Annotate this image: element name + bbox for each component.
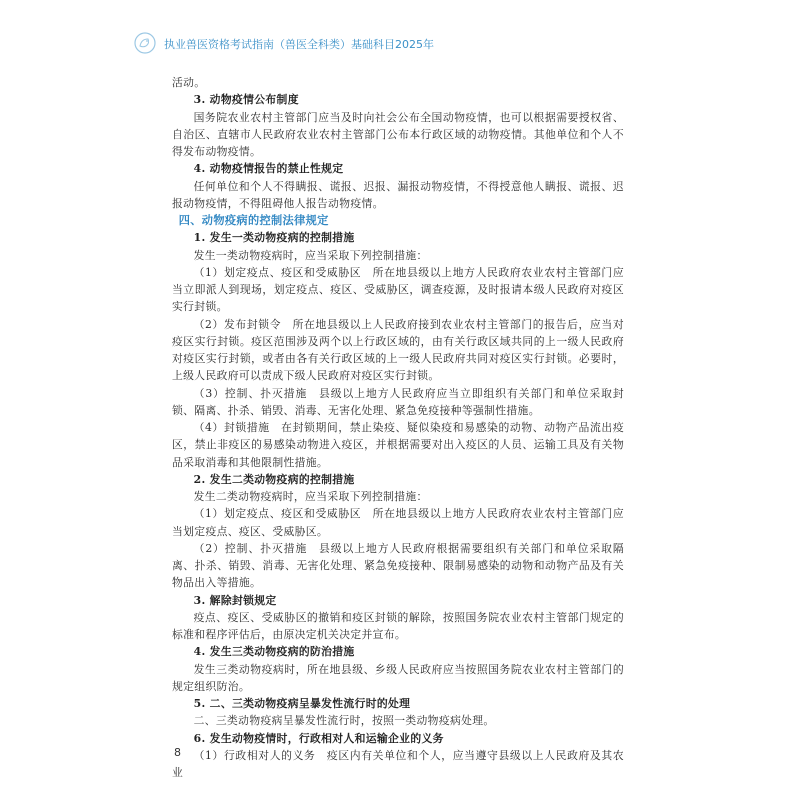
subheading: 1. 发生一类动物疫病的控制措施 [193,231,355,245]
subheading: 3. 动物疫情公布制度 [193,93,299,107]
subheading: 6. 发生动物疫情时，行政相对人和运输企业的义务 [193,731,444,745]
page-number: 8 [174,746,181,759]
subheading: 2. 发生二类动物疫病的控制措施 [193,472,355,486]
body-paragraph: 二、三类动物疫病呈暴发性流行时，按照一类动物疫病处理。 [193,714,495,728]
section-heading: 四、动物疫病的控制法律规定 [178,214,329,227]
subheading: 3. 解除封锁规定 [193,593,277,607]
body-paragraph: （1）划定疫点、疫区和受威胁区 所在地县级以上地方人民政府农业农村主管部门应当立即派人到现场，划定疫点、疫区、受威胁区，调查疫源，及时报请本级人民政府对疫区实行封锁。 [172,265,624,314]
body-paragraph: 任何单位和个人不得瞒报、谎报、迟报、漏报动物疫情，不得授意他人瞒报、谎报、迟报动物疫情，不得阻碍他人报告动物疫情。 [172,179,624,210]
body-paragraph: （1）行政相对人的义务 疫区内有关单位和个人，应当遵守县级以上人民政府及其农业 [172,748,624,779]
body-paragraph: 发生二类动物疫病时，应当采取下列控制措施： [193,490,428,503]
body-paragraph: 发生一类动物疫病时，应当采取下列控制措施： [193,248,428,262]
body-paragraph: 国务院农业农村主管部门应当及时向社会公布全国动物疫情，也可以根据需要授权省、自治区、直辖市人民政府农业农村主管部门公布本行政区域的动物疫情。其他单位和个人不得发布动物疫情。 [172,110,624,158]
body-paragraph: 发生三类动物疫病时，所在地县级、乡级人民政府应当按照国务院农业农村主管部门的规定组织防治。 [172,662,624,693]
body-paragraph: （2）控制、扑灭措施 县级以上地方人民政府根据需要组织有关部门和单位采取隔离、扑杀、销毁、消毒、无害化处理、紧急免疫接种、限制易感染的动物和动物产品及有关物品出入等措施。 [172,541,624,590]
animal-logo-icon [134,32,156,54]
subheading: 5. 二、三类动物疫病呈暴发性流行时的处理 [193,697,411,710]
subheading: 4. 发生三类动物疫病的防治措施 [193,645,355,659]
page-header [134,32,654,56]
body-paragraph: （4）封锁措施 在封锁期间，禁止染疫、疑似染疫和易感染的动物、动物产品流出疫区，禁止非疫区的易感染动物进入疫区，并根据需要对出入疫区的人员、运输工具及有关物品采取消毒和其他限制性措施。 [172,421,624,469]
header-title: 执业兽医资格考试指南（兽医全科类）基础科目2025年 [164,38,434,51]
body-paragraph: 活动。 [172,76,206,89]
body-paragraph: （2）发布封锁令 所在地县级以上人民政府接到农业农村主管部门的报告后，应当对疫区实行封锁。疫区范围涉及两个以上行政区域的，由有关行政区域共同的上一级人民政府对疫区实行封锁，或者由各有关行政区域的上一级人民政府共同对疫区实行封锁。必要时，上级人民政府可以责成下级人民政府对疫区实行封锁。 [172,317,624,383]
body-paragraph: （1）划定疫点、疫区和受威胁区 所在地县级以上地方人民政府农业农村主管部门应当划定疫点、疫区、受威胁区。 [172,507,624,538]
subheading: 4. 动物疫情报告的禁止性规定 [193,162,344,176]
body-paragraph: 疫点、疫区、受威胁区的撤销和疫区封锁的解除，按照国务院农业农村主管部门规定的标准和程序评估后，由原决定机关决定并宣布。 [172,610,624,641]
document-body [172,74,624,781]
body-paragraph: （3）控制、扑灭措施 县级以上地方人民政府应当立即组织有关部门和单位采取封锁、隔离、扑杀、销毁、消毒、无害化处理、紧急免疫接种等强制性措施。 [172,386,624,417]
